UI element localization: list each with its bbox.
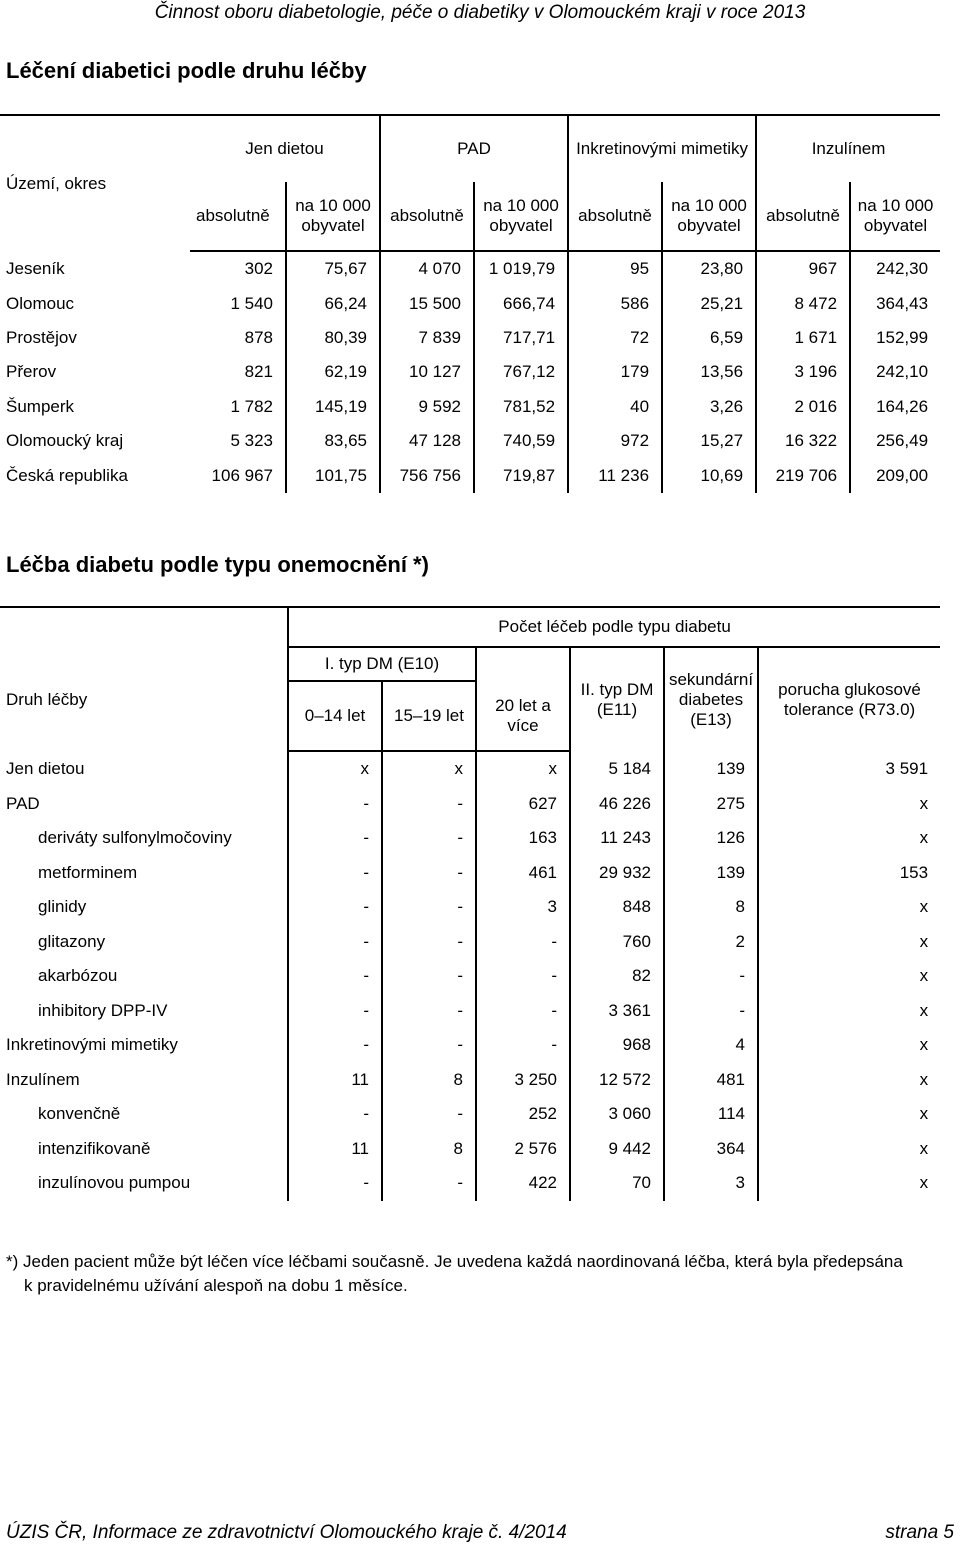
treatment-name: Inzulínem [6, 1069, 80, 1089]
table-row [0, 1097, 940, 1132]
footnote-line: *) Jeden pacient může být léčen více léčbami současně. Je uvedena každá naordinovaná léčba, která byla předepsána [6, 1252, 903, 1271]
table-cell: 179 [568, 355, 662, 389]
table-cell: 461 [476, 856, 570, 891]
table-cell: - [382, 890, 476, 925]
table-row [0, 458, 940, 492]
table-cell: 719,87 [474, 458, 568, 492]
table-cell: 11 236 [568, 458, 662, 492]
table-cell: 3 [664, 1166, 758, 1201]
table-cell: 275 [664, 787, 758, 822]
table-cell: 1 671 [756, 321, 850, 355]
table-cell: 80,39 [286, 321, 380, 355]
table-cell: 40 [568, 390, 662, 424]
treatment-name: intenzifikovaně [38, 1138, 151, 1158]
page-header: Činnost oboru diabetologie, péče o diabetiky v Olomouckém kraji v roce 2013 [154, 2, 806, 23]
age-20-header: 20 let a více [476, 681, 570, 751]
count-header: Počet léčeb podle typu diabetu [288, 607, 940, 647]
table-cell: - [288, 787, 382, 822]
table-cell: 164,26 [850, 390, 940, 424]
table-cell: 3,26 [662, 390, 756, 424]
sub-header-abs: absolutně [380, 182, 474, 251]
table-cell: 15,27 [662, 424, 756, 458]
table-cell: 10,69 [662, 458, 756, 492]
table-cell: 756 756 [380, 458, 474, 492]
table-cell: 47 128 [380, 424, 474, 458]
table-row [0, 355, 940, 389]
treatment-name: Inkretinovými mimetiky [6, 1035, 178, 1055]
table-cell: x [382, 751, 476, 787]
table-cell: - [382, 821, 476, 856]
group-header-incretin: Inkretinovými mimetiky [568, 115, 756, 182]
table-cell: 114 [664, 1097, 758, 1132]
table-cell: 878 [244, 327, 273, 347]
table-cell: 1 782 [230, 396, 273, 416]
table-cell: 4 [664, 1028, 758, 1063]
table-cell: - [382, 1028, 476, 1063]
group-header-insulin: Inzulínem [756, 115, 940, 182]
table-cell: x [288, 751, 382, 787]
treatment-name: inhibitory DPP-IV [38, 1000, 168, 1020]
table-cell: 46 226 [570, 787, 664, 822]
table-cell: 5 184 [570, 751, 664, 787]
age-0-14-header: 0–14 let [288, 681, 382, 751]
territory-name: Jeseník [6, 258, 65, 278]
table-cell: 848 [570, 890, 664, 925]
diabetes-type-table [0, 606, 940, 1201]
table-cell: 4 070 [380, 251, 474, 286]
treatment-name: deriváty sulfonylmočoviny [38, 828, 232, 848]
table-row [0, 821, 940, 856]
table-cell: x [758, 925, 940, 960]
table-cell: 95 [568, 251, 662, 286]
table-cell: 364 [664, 1132, 758, 1167]
table-row [0, 1166, 940, 1201]
table-cell: 740,59 [474, 424, 568, 458]
table-cell: 8 472 [756, 286, 850, 320]
table-row [0, 856, 940, 891]
table-cell: 139 [664, 856, 758, 891]
sub-header-rate: na 10 000 obyvatel [850, 182, 940, 251]
table-cell: 126 [664, 821, 758, 856]
sub-header-abs: absolutně [568, 182, 662, 251]
table-cell: 242,10 [850, 355, 940, 389]
table-cell: 16 322 [756, 424, 850, 458]
table-cell: - [288, 821, 382, 856]
table-cell: - [382, 1166, 476, 1201]
sub-header-rate: na 10 000 obyvatel [662, 182, 756, 251]
table-cell: 967 [756, 251, 850, 286]
table-cell: 29 932 [570, 856, 664, 891]
table-cell: 11 [288, 1063, 382, 1098]
table-cell: - [288, 890, 382, 925]
table-cell: 219 706 [756, 458, 850, 492]
table-cell: 15 500 [380, 286, 474, 320]
table-row [0, 1132, 940, 1167]
table-cell: 13,56 [662, 355, 756, 389]
table-cell: - [476, 925, 570, 960]
table-cell: - [288, 959, 382, 994]
table-cell: 139 [664, 751, 758, 787]
table-cell: 972 [568, 424, 662, 458]
territory-name: Šumperk [6, 396, 75, 416]
table-cell: 242,30 [850, 251, 940, 286]
treatment-name: akarbózou [38, 966, 118, 986]
table-cell: 75,67 [286, 251, 380, 286]
sub-header-rate: na 10 000 obyvatel [474, 182, 568, 251]
sub-header-abs: absolutně [756, 182, 850, 251]
table-cell: - [382, 856, 476, 891]
table-cell: - [288, 1028, 382, 1063]
table-cell: 760 [570, 925, 664, 960]
table-cell: 83,65 [286, 424, 380, 458]
table-cell: 767,12 [474, 355, 568, 389]
type1-header: I. typ DM (E10) [288, 647, 476, 681]
table-row [0, 251, 940, 286]
sub-header-abs: absolutně [190, 182, 286, 251]
territory-header: Území, okres [6, 173, 107, 193]
table-cell: 3 196 [756, 355, 850, 389]
table-cell: 8 [382, 1132, 476, 1167]
glucose-tolerance-header: porucha glukosové tolerance (R73.0) [758, 647, 940, 751]
type2-header: II. typ DM (E11) [570, 647, 664, 751]
table-cell: 3 361 [570, 994, 664, 1029]
table-cell: x [758, 821, 940, 856]
table-row [0, 390, 940, 424]
treatment-name: konvenčně [38, 1104, 121, 1124]
table-cell: 145,19 [286, 390, 380, 424]
table-cell: 3 [476, 890, 570, 925]
table-cell: - [288, 856, 382, 891]
table-cell: x [758, 1132, 940, 1167]
table-cell: 8 [382, 1063, 476, 1098]
table-cell: 153 [758, 856, 940, 891]
table-cell: 5 323 [230, 431, 273, 451]
table-cell: - [288, 925, 382, 960]
territory-name: Olomoucký kraj [6, 431, 124, 451]
page-number: strana 5 [885, 1522, 954, 1543]
age-15-19-header: 15–19 let [382, 681, 476, 751]
table-cell: - [288, 994, 382, 1029]
table-cell: x [758, 1028, 940, 1063]
table-cell: 11 [288, 1132, 382, 1167]
table-cell: x [476, 751, 570, 787]
table-cell: - [382, 1097, 476, 1132]
table-row [0, 890, 940, 925]
sub-header-rate: na 10 000 obyvatel [286, 182, 380, 251]
table-cell: x [758, 959, 940, 994]
table-cell: 666,74 [474, 286, 568, 320]
footnote [6, 1250, 946, 1298]
table-cell: x [758, 994, 940, 1029]
table-cell: 12 572 [570, 1063, 664, 1098]
table-cell: 2 576 [476, 1132, 570, 1167]
table-row [0, 424, 940, 458]
territory-name: Česká republika [6, 465, 128, 485]
table-cell: x [758, 787, 940, 822]
table-cell: - [288, 1166, 382, 1201]
table-cell: 152,99 [850, 321, 940, 355]
table-cell: 1 019,79 [474, 251, 568, 286]
table-cell: 3 250 [476, 1063, 570, 1098]
table-cell: 72 [568, 321, 662, 355]
table-cell: x [758, 890, 940, 925]
table-cell: 2 016 [756, 390, 850, 424]
territory-name: Olomouc [6, 293, 75, 313]
table-cell: - [382, 787, 476, 822]
table-cell: 163 [476, 821, 570, 856]
secondary-header: sekundární diabetes (E13) [664, 647, 758, 751]
table-cell: x [758, 1097, 940, 1132]
table-cell: 25,21 [662, 286, 756, 320]
table-cell: 9 592 [380, 390, 474, 424]
table-cell: - [664, 959, 758, 994]
table-cell: 586 [568, 286, 662, 320]
table-cell: 717,71 [474, 321, 568, 355]
table-cell: 422 [476, 1166, 570, 1201]
table-cell: - [476, 959, 570, 994]
table-cell: 2 [664, 925, 758, 960]
table-row [0, 1063, 940, 1098]
table-cell: 481 [664, 1063, 758, 1098]
table-cell: 23,80 [662, 251, 756, 286]
table-cell: 7 839 [380, 321, 474, 355]
page-footer [6, 1522, 954, 1544]
treatment-type-header: Druh léčby [6, 689, 88, 709]
table-cell: - [382, 959, 476, 994]
treatment-table [0, 114, 940, 493]
table-cell: 6,59 [662, 321, 756, 355]
treatment-name: glitazony [38, 931, 106, 951]
table-cell: 3 591 [758, 751, 940, 787]
table-cell: 627 [476, 787, 570, 822]
table-row [0, 286, 940, 320]
table2-title: Léčba diabetu podle typu onemocnění *) [6, 552, 429, 577]
table-cell: - [382, 925, 476, 960]
group-header-diet: Jen dietou [245, 139, 324, 158]
footer-source: ÚZIS ČR, Informace ze zdravotnictví Olomouckého kraje č. 4/2014 [6, 1522, 567, 1543]
treatment-name: metforminem [38, 862, 138, 882]
table-cell: 101,75 [286, 458, 380, 492]
table-cell: 364,43 [850, 286, 940, 320]
table-row [0, 751, 940, 787]
table-row [0, 994, 940, 1029]
table-cell: 781,52 [474, 390, 568, 424]
table-cell: 62,19 [286, 355, 380, 389]
treatment-name: PAD [6, 793, 40, 813]
table-cell: - [476, 994, 570, 1029]
table-row [0, 787, 940, 822]
table-cell: 821 [244, 362, 273, 382]
table-row [0, 925, 940, 960]
table-row [0, 321, 940, 355]
table-cell: 968 [570, 1028, 664, 1063]
table-cell: 252 [476, 1097, 570, 1132]
table-row [0, 959, 940, 994]
treatment-name: glinidy [38, 897, 87, 917]
group-header-pad: PAD [380, 115, 568, 182]
table-cell: x [758, 1166, 940, 1201]
table-cell: 1 540 [230, 293, 273, 313]
table-cell: - [664, 994, 758, 1029]
table-cell: 256,49 [850, 424, 940, 458]
territory-name: Přerov [6, 362, 57, 382]
table-cell: 8 [664, 890, 758, 925]
table-cell: 9 442 [570, 1132, 664, 1167]
table-cell: 302 [244, 259, 273, 279]
table-cell: - [382, 994, 476, 1029]
table-cell: 3 060 [570, 1097, 664, 1132]
table-cell: 82 [570, 959, 664, 994]
table-row [0, 1028, 940, 1063]
table-cell: 66,24 [286, 286, 380, 320]
table-cell: - [476, 1028, 570, 1063]
table-cell: 209,00 [850, 458, 940, 492]
treatment-name: Jen dietou [6, 758, 85, 778]
treatment-name: inzulínovou pumpou [38, 1173, 191, 1193]
table-cell: x [758, 1063, 940, 1098]
table-cell: 106 967 [211, 465, 273, 485]
table1-title: Léčení diabetici podle druhu léčby [6, 58, 367, 83]
footnote-line: k pravidelnému užívání alespoň na dobu 1 měsíce. [24, 1276, 408, 1295]
table-cell: - [288, 1097, 382, 1132]
table-cell: 11 243 [570, 821, 664, 856]
territory-name: Prostějov [6, 327, 77, 347]
table-cell: 10 127 [380, 355, 474, 389]
table-cell: 70 [570, 1166, 664, 1201]
